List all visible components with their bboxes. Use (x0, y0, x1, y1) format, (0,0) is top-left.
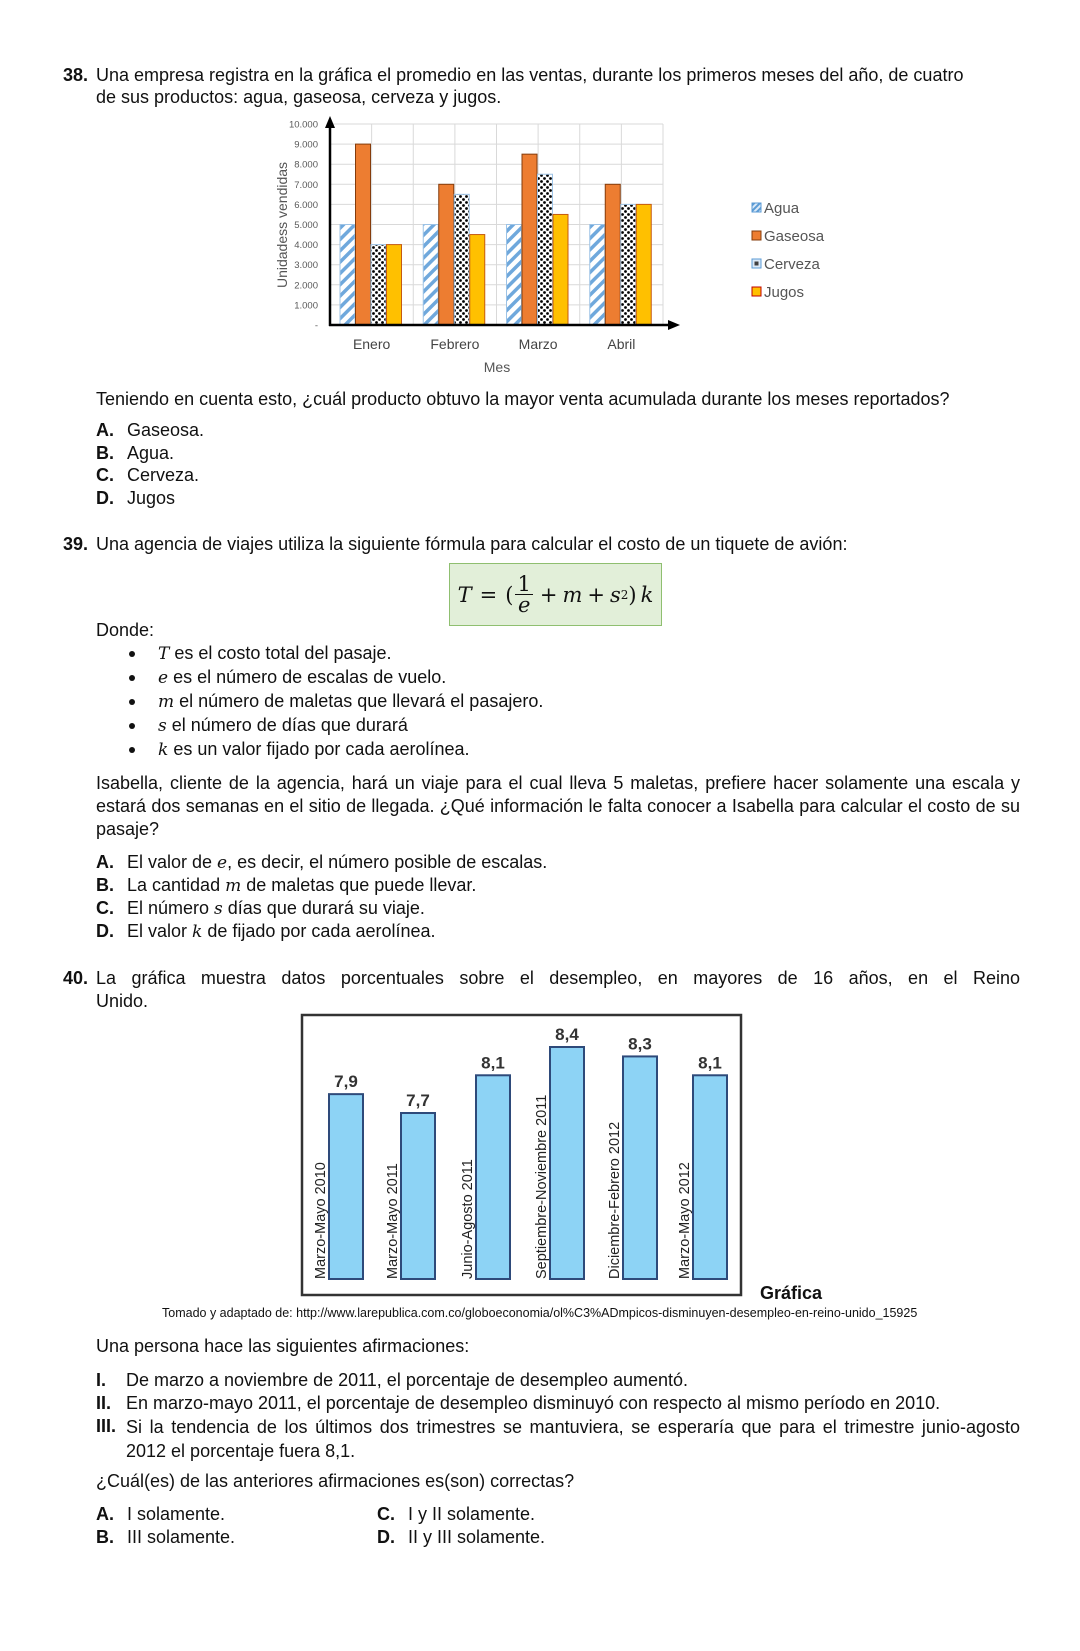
answer-option[interactable] (96, 851, 547, 874)
variable-symbol: e (158, 668, 169, 688)
fraction-numerator: 1 (517, 572, 531, 596)
category-label: Marzo-Mayo 2011 (385, 1163, 401, 1279)
formula-fraction (515, 574, 532, 615)
q40-number-text: 40. (63, 968, 89, 988)
y-tick-label: 7.000 (294, 179, 318, 191)
option-text-pre: El número (127, 898, 215, 918)
x-tick-label: Enero (352, 336, 391, 352)
formula-open-paren: ( (505, 582, 514, 607)
option-text-post: , es decir, el número posible de escalas. (227, 852, 548, 872)
formula-s: s (609, 582, 621, 607)
variable-symbol: m (225, 876, 242, 896)
statement-item (96, 1369, 1020, 1391)
q40-question: ¿Cuál(es) de las anteriores afirmaciones es(son) correctas? (96, 1471, 575, 1491)
fraction-denominator: e (517, 593, 531, 617)
q38-question: Teniendo en cuenta esto, ¿cuál producto obtuvo la mayor venta acumulada durante los meses reportados? (96, 389, 950, 409)
y-axis-arrow-icon (325, 116, 335, 128)
statement-text: En marzo-mayo 2011, el porcentaje de desempleo disminuyó con respecto al mismo período en 2010. (126, 1393, 941, 1413)
option-text: Agua. (127, 442, 175, 463)
formula-exponent: 2 (620, 587, 629, 602)
bar-value-label: 8,4 (555, 1025, 579, 1044)
bar-value-label: 8,3 (628, 1034, 652, 1054)
answer-option[interactable] (96, 419, 204, 441)
definition-text: el número de maletas que llevará el pasajero. (179, 691, 544, 711)
answer-option[interactable] (96, 464, 199, 486)
bar-value-label: 7,9 (334, 1072, 358, 1092)
answer-option[interactable] (96, 920, 436, 943)
y-tick-label: 1.000 (294, 300, 318, 312)
option-label: A. (96, 1504, 114, 1524)
variable-symbol: s (214, 899, 223, 919)
bar-agua-abril (590, 225, 605, 326)
legend-item-cerveza (752, 256, 821, 273)
formula-equals: = (479, 582, 498, 607)
chart-frame (302, 1015, 741, 1295)
formula-T: T (457, 582, 472, 607)
unemployment-bar (550, 1047, 584, 1279)
bar-jugos-marzo (553, 214, 568, 325)
bar-gaseosa-enero (356, 144, 371, 325)
answer-option[interactable] (96, 897, 425, 920)
formula-box (449, 563, 662, 626)
unemployment-bar (329, 1094, 363, 1279)
definition-text: el número de días que durará (171, 715, 408, 735)
statement-label: I. (96, 1370, 107, 1390)
statement-item (96, 1415, 1020, 1463)
formula-plus: + (539, 582, 558, 607)
option-text: Jugos (127, 487, 176, 508)
option-text: III solamente. (127, 1527, 236, 1547)
legend-label: Jugos (764, 284, 805, 301)
bullet-icon (129, 723, 135, 729)
category-label: Marzo-Mayo 2010 (313, 1162, 329, 1279)
option-label: D. (377, 1527, 395, 1547)
option-label: B. (96, 1527, 114, 1547)
unemployment-bar (476, 1075, 510, 1279)
x-axis-title: Mes (483, 359, 511, 375)
donde-label: Donde: (96, 620, 155, 640)
answer-option[interactable] (377, 1503, 535, 1525)
x-tick-label: Febrero (430, 336, 480, 352)
answer-option[interactable] (96, 442, 174, 464)
q40-text-line2: Unido. (96, 991, 149, 1011)
variable-symbol: k (192, 922, 203, 942)
formula-m: m (562, 582, 583, 607)
category-label: Marzo-Mayo 2012 (677, 1162, 693, 1279)
ticket-cost-formula (450, 564, 661, 625)
definition-item (158, 642, 392, 665)
statement-label: II. (96, 1393, 112, 1413)
legend-label: Gaseosa (764, 228, 825, 245)
statement-text: Si la tendencia de los últimos dos trimestres se mantuviera, se esperaría que para el trimestre junio-agosto 2012 el porcentaje fuera 8,1. (126, 1417, 1020, 1461)
q39-text: Una agencia de viajes utiliza la siguiente fórmula para calcular el costo de un tiquete de avión: (96, 534, 848, 554)
option-label: C. (377, 1504, 395, 1524)
q38-number (63, 64, 88, 86)
option-label: B. (96, 875, 114, 895)
variable-symbol: e (217, 853, 228, 873)
y-tick-label: 3.000 (294, 260, 318, 272)
bullet-icon (129, 699, 135, 705)
answer-option[interactable] (377, 1526, 545, 1548)
statement-item (96, 1392, 1020, 1414)
variable-symbol: k (158, 740, 169, 760)
q39-scenario: Isabella, cliente de la agencia, hará un viaje para el cual lleva 5 maletas, prefiere hacer solamente una escala y estará dos semanas en el sitio de llegada. ¿Qué información le falta conocer a Isabella para calcular el costo de su pasaje? (96, 773, 1020, 839)
bullet-icon (129, 747, 135, 753)
option-text-pre: La cantidad (127, 875, 226, 895)
category-label: Septiembre-Noviembre 2011 (534, 1094, 550, 1279)
category-label: Diciembre-Febrero 2012 (607, 1121, 623, 1279)
unemployment-bar (401, 1113, 435, 1279)
definition-text: es un valor fijado por cada aerolínea. (173, 739, 470, 759)
q40-text-line1: La gráfica muestra datos porcentuales sobre el desempleo, en mayores de 16 años, en el Reino (96, 968, 1020, 988)
source-citation: Tomado y adaptado de: http://www.larepublica.com.co/globoeconomia/ol%C3%ADmpicos-disminuyen-desempleo-en-reino-unido_15925 (162, 1306, 918, 1320)
y-tick-label: 2.000 (294, 280, 318, 292)
bar-cerveza-enero (371, 245, 386, 325)
option-label: D. (96, 921, 114, 941)
y-tick-label: 4.000 (294, 240, 318, 252)
unemployment-bar (693, 1075, 727, 1279)
option-text: Gaseosa. (127, 420, 205, 440)
variable-symbol: s (158, 716, 167, 736)
category-label: Junio-Agosto 2011 (460, 1159, 476, 1279)
q38-text-line1: Una empresa registra en la gráfica el promedio en las ventas, durante los primeros meses del año, de cuatro (96, 65, 964, 85)
bar-value-label: 7,7 (406, 1091, 430, 1110)
y-tick-label: - (314, 320, 318, 332)
option-label: B. (96, 442, 114, 463)
legend-swatch-icon (752, 231, 761, 240)
option-text-post: de fijado por cada aerolínea. (202, 921, 436, 941)
x-tick-label: Abril (607, 336, 636, 352)
y-tick-label: 9.000 (294, 139, 318, 151)
bar-value-label: 8,1 (481, 1053, 505, 1073)
answer-option[interactable] (96, 1503, 225, 1525)
formula-k: k (640, 582, 654, 607)
definition-item (158, 666, 446, 689)
unemployment-bar (623, 1056, 657, 1279)
legend-swatch-icon (752, 203, 761, 212)
answer-option[interactable] (96, 1526, 235, 1548)
option-label: C. (96, 898, 114, 918)
legend-item-gaseosa (752, 228, 825, 245)
bar-agua-febrero (423, 225, 438, 326)
formula-close-paren: ) (628, 582, 637, 607)
option-text-post: de maletas que puede llevar. (241, 875, 477, 895)
q38-text-line2: de sus productos: agua, gaseosa, cerveza y jugos. (96, 87, 502, 107)
legend-label: Cerveza (764, 256, 820, 273)
variable-symbol: m (158, 692, 175, 712)
y-tick-label: 5.000 (294, 220, 318, 231)
bar-cerveza-febrero (454, 194, 469, 325)
bar-jugos-febrero (470, 235, 485, 325)
legend-item-agua (752, 200, 800, 217)
y-tick-label: 10.000 (288, 119, 318, 131)
bar-cerveza-abril (621, 204, 636, 325)
legend-swatch-icon (752, 287, 761, 296)
x-tick-label: Marzo (518, 336, 558, 352)
legend-item-jugos (752, 284, 804, 301)
definition-item (158, 738, 470, 761)
definition-text: es el costo total del pasaje. (174, 643, 392, 663)
option-text: II y III solamente. (408, 1527, 546, 1547)
statement-label: III. (96, 1416, 117, 1436)
bar-value-label: 8,1 (698, 1053, 722, 1073)
option-text: Cerveza. (127, 465, 200, 485)
option-text-pre: El valor de (127, 852, 218, 872)
formula-plus: + (587, 582, 605, 607)
answer-option[interactable] (96, 874, 476, 897)
bullet-icon (129, 675, 135, 681)
y-axis-title: Unidadess vendidas (274, 161, 290, 289)
bullet-icon (129, 651, 135, 657)
option-text: I y II solamente. (408, 1504, 536, 1524)
option-label: D. (96, 487, 114, 508)
option-text: I solamente. (127, 1504, 226, 1524)
option-label: A. (96, 852, 114, 872)
legend-label: Agua (764, 200, 800, 217)
statement-text: De marzo a noviembre de 2011, el porcentaje de desempleo aumentó. (126, 1370, 689, 1390)
q40-number (63, 967, 88, 989)
y-tick-label: 8.000 (294, 159, 318, 171)
q40-intro: Una persona hace las siguientes afirmaciones: (96, 1336, 470, 1356)
bar-agua-enero (340, 225, 355, 326)
option-text-post: días que durará su viaje. (222, 898, 425, 918)
bar-jugos-abril (636, 204, 651, 325)
q39-number (63, 533, 88, 555)
unemployment-bar-chart (0, 1005, 1080, 1305)
bar-gaseosa-marzo (522, 154, 537, 325)
option-label: A. (96, 420, 114, 440)
definition-item (158, 714, 408, 737)
q39-number-text: 39. (63, 534, 89, 554)
q38-number-text: 38. (63, 65, 89, 85)
definition-item (158, 690, 543, 713)
bar-agua-marzo (507, 225, 522, 326)
variable-symbol: T (158, 644, 170, 664)
bar-gaseosa-febrero (439, 184, 454, 325)
y-tick-label: 6.000 (294, 199, 318, 211)
option-text-pre: El valor (127, 921, 193, 941)
answer-option[interactable] (96, 487, 175, 509)
bar-jugos-enero (387, 245, 402, 325)
bar-cerveza-marzo (538, 174, 553, 325)
chart-caption: Gráfica (760, 1283, 823, 1303)
option-label: C. (96, 465, 114, 485)
legend-swatch-dot (755, 262, 759, 266)
bar-gaseosa-abril (605, 184, 620, 325)
definition-text: es el número de escalas de vuelo. (173, 667, 447, 687)
x-axis-arrow-icon (668, 320, 680, 330)
